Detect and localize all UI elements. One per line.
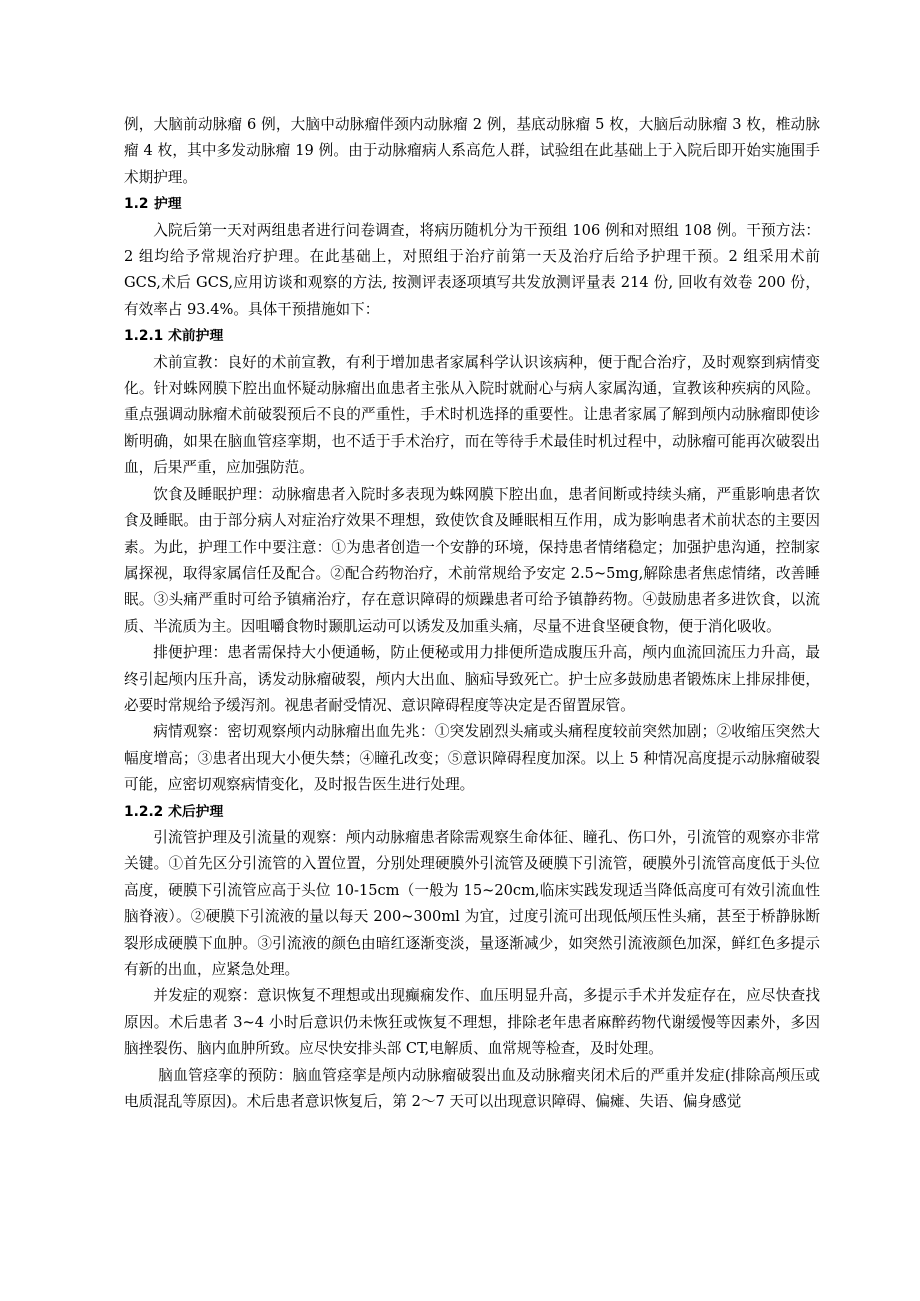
- section-heading-postoperative: 1.2.2 术后护理: [124, 803, 224, 820]
- section-heading-preoperative: 1.2.1 术前护理: [124, 328, 224, 345]
- drainage-paragraph: 引流管护理及引流量的观察：颅内动脉瘤患者除需观察生命体征、瞳孔、伤口外，引流管的观察亦非常关键。①首先区分引流管的入置位置，分别处理硬膜外引流管及硬膜下引流管，硬膜外引流管高度低于头位高度，硬膜下引流管应高于头位 10-15cm（一般为 15~20cm,临床实践发现适当降低高度可有效引流血性脑脊液）。②硬膜下引流液的量以每天 200~300ml 为宜，过度引流可出现低颅压性头痛，甚至于桥静脉断裂形成硬膜下血肿。③引流液的颜色由暗红逐渐变淡，量逐渐减少，如突然引流液颜色加深，鲜红色多提示有新的出血，应紧急处理。: [124, 828, 820, 978]
- vasospasm-paragraph: 脑血管痉挛的预防：脑血管痉挛是颅内动脉瘤破裂出血及动脉瘤夹闭术后的严重并发症(排除高颅压或电质混乱等原因)。术后患者意识恢复后，第 2～7 天可以出现意识障碍、偏瘫、失语、偏身感觉: [124, 1066, 820, 1111]
- intro-continuation-paragraph: 例，大脑前动脉瘤 6 例，大脑中动脉瘤伴颈内动脉瘤 2 例，基底动脉瘤 5 枚，大脑后动脉瘤 3 枚，椎动脉瘤 4 枚，其中多发动脉瘤 19 例。由于动脉瘤病人系高危人群，试验组在此基础上于入院后即开始实施围手术期护理。: [124, 116, 820, 186]
- preop-education-paragraph: 术前宣教：良好的术前宣教，有利于增加患者家属科学认识该病种，便于配合治疗，及时观察到病情变化。针对蛛网膜下腔出血怀疑动脉瘤出血患者主张从入院时就耐心与病人家属沟通，宣教该种疾病的风险。重点强调动脉瘤术前破裂预后不良的严重性，手术时机选择的重要性。让患者家属了解到颅内动脉瘤即使诊断明确，如果在脑血管痉挛期，也不适于手术治疗，而在等待手术最佳时机过程中，动脉瘤可能再次破裂出血，后果严重，应加强防范。: [124, 353, 820, 477]
- condition-observation-paragraph: 病情观察：密切观察颅内动脉瘤出血先兆：①突发剧烈头痛或头痛程度较前突然加剧；②收缩压突然大幅度增高；③患者出现大小便失禁；④瞳孔改变；⑤意识障碍程度加深。以上 5 种情况高度提示动脉瘤破裂可能，应密切观察病情变化，及时报告医生进行处理。: [124, 723, 820, 794]
- section-title: 护理: [154, 196, 182, 213]
- nursing-overview-paragraph: 入院后第一天对两组患者进行问卷调查，将病历随机分为干预组 106 例和对照组 108 例。干预方法：2 组均给予常规治疗护理。在此基础上，对照组于治疗前第一天及治疗后给予护理干预。2 组采用术前 GCS,术后 GCS,应用访谈和观察的方法, 按测评表逐项填写共发放测评量表 214 份, 回收有效卷 200 份，有效率占 93.4%。具体干预措施如下：: [124, 221, 820, 318]
- diet-sleep-paragraph: 饮食及睡眠护理：动脉瘤患者入院时多表现为蛛网膜下腔出血，患者间断或持续头痛，严重影响患者饮食及睡眠。由于部分病人对症治疗效果不理想，致使饮食及睡眠相互作用，成为影响患者术前状态的主要因素。为此，护理工作中要注意：①为患者创造一个安静的环境，保持患者情绪稳定；加强护患沟通，控制家属探视，取得家属信任及配合。②配合药物治疗，术前常规给予安定 2.5~5mg,解除患者焦虑情绪，改善睡眠。③头痛严重时可给予镇痛治疗，存在意识障碍的烦躁患者可给予镇静药物。④鼓励患者多进饮食，以流质、半流质为主。因咀嚼食物时颞肌运动可以诱发及加重头痛，尽量不进食坚硬食物，便于消化吸收。: [124, 485, 820, 635]
- document-page: [124, 112, 820, 1115]
- defecation-paragraph: 排便护理：患者需保持大小便通畅，防止便秘或用力排便所造成腹压升高，颅内血流回流压力升高，最终引起颅内压升高，诱发动脉瘤破裂，颅内大出血、脑疝导致死亡。护士应多鼓励患者锻炼床上排尿排便，必要时常规给予缓泻剂。视患者耐受情况、意识障碍程度等决定是否留置尿管。: [124, 644, 820, 714]
- complication-paragraph: 并发症的观察：意识恢复不理想或出现癫痫发作、血压明显升高，多提示手术并发症存在，应尽快查找原因。术后患者 3~4 小时后意识仍未恢狂或恢复不理想，排除老年患者麻醉药物代谢缓慢等因素外，多因脑挫裂伤、脑内血肿所致。应尽快安排头部 CT,电解质、血常规等检查，及时处理。: [124, 987, 820, 1058]
- section-heading-1-2: [124, 191, 820, 217]
- section-number: 1.2: [124, 196, 149, 213]
